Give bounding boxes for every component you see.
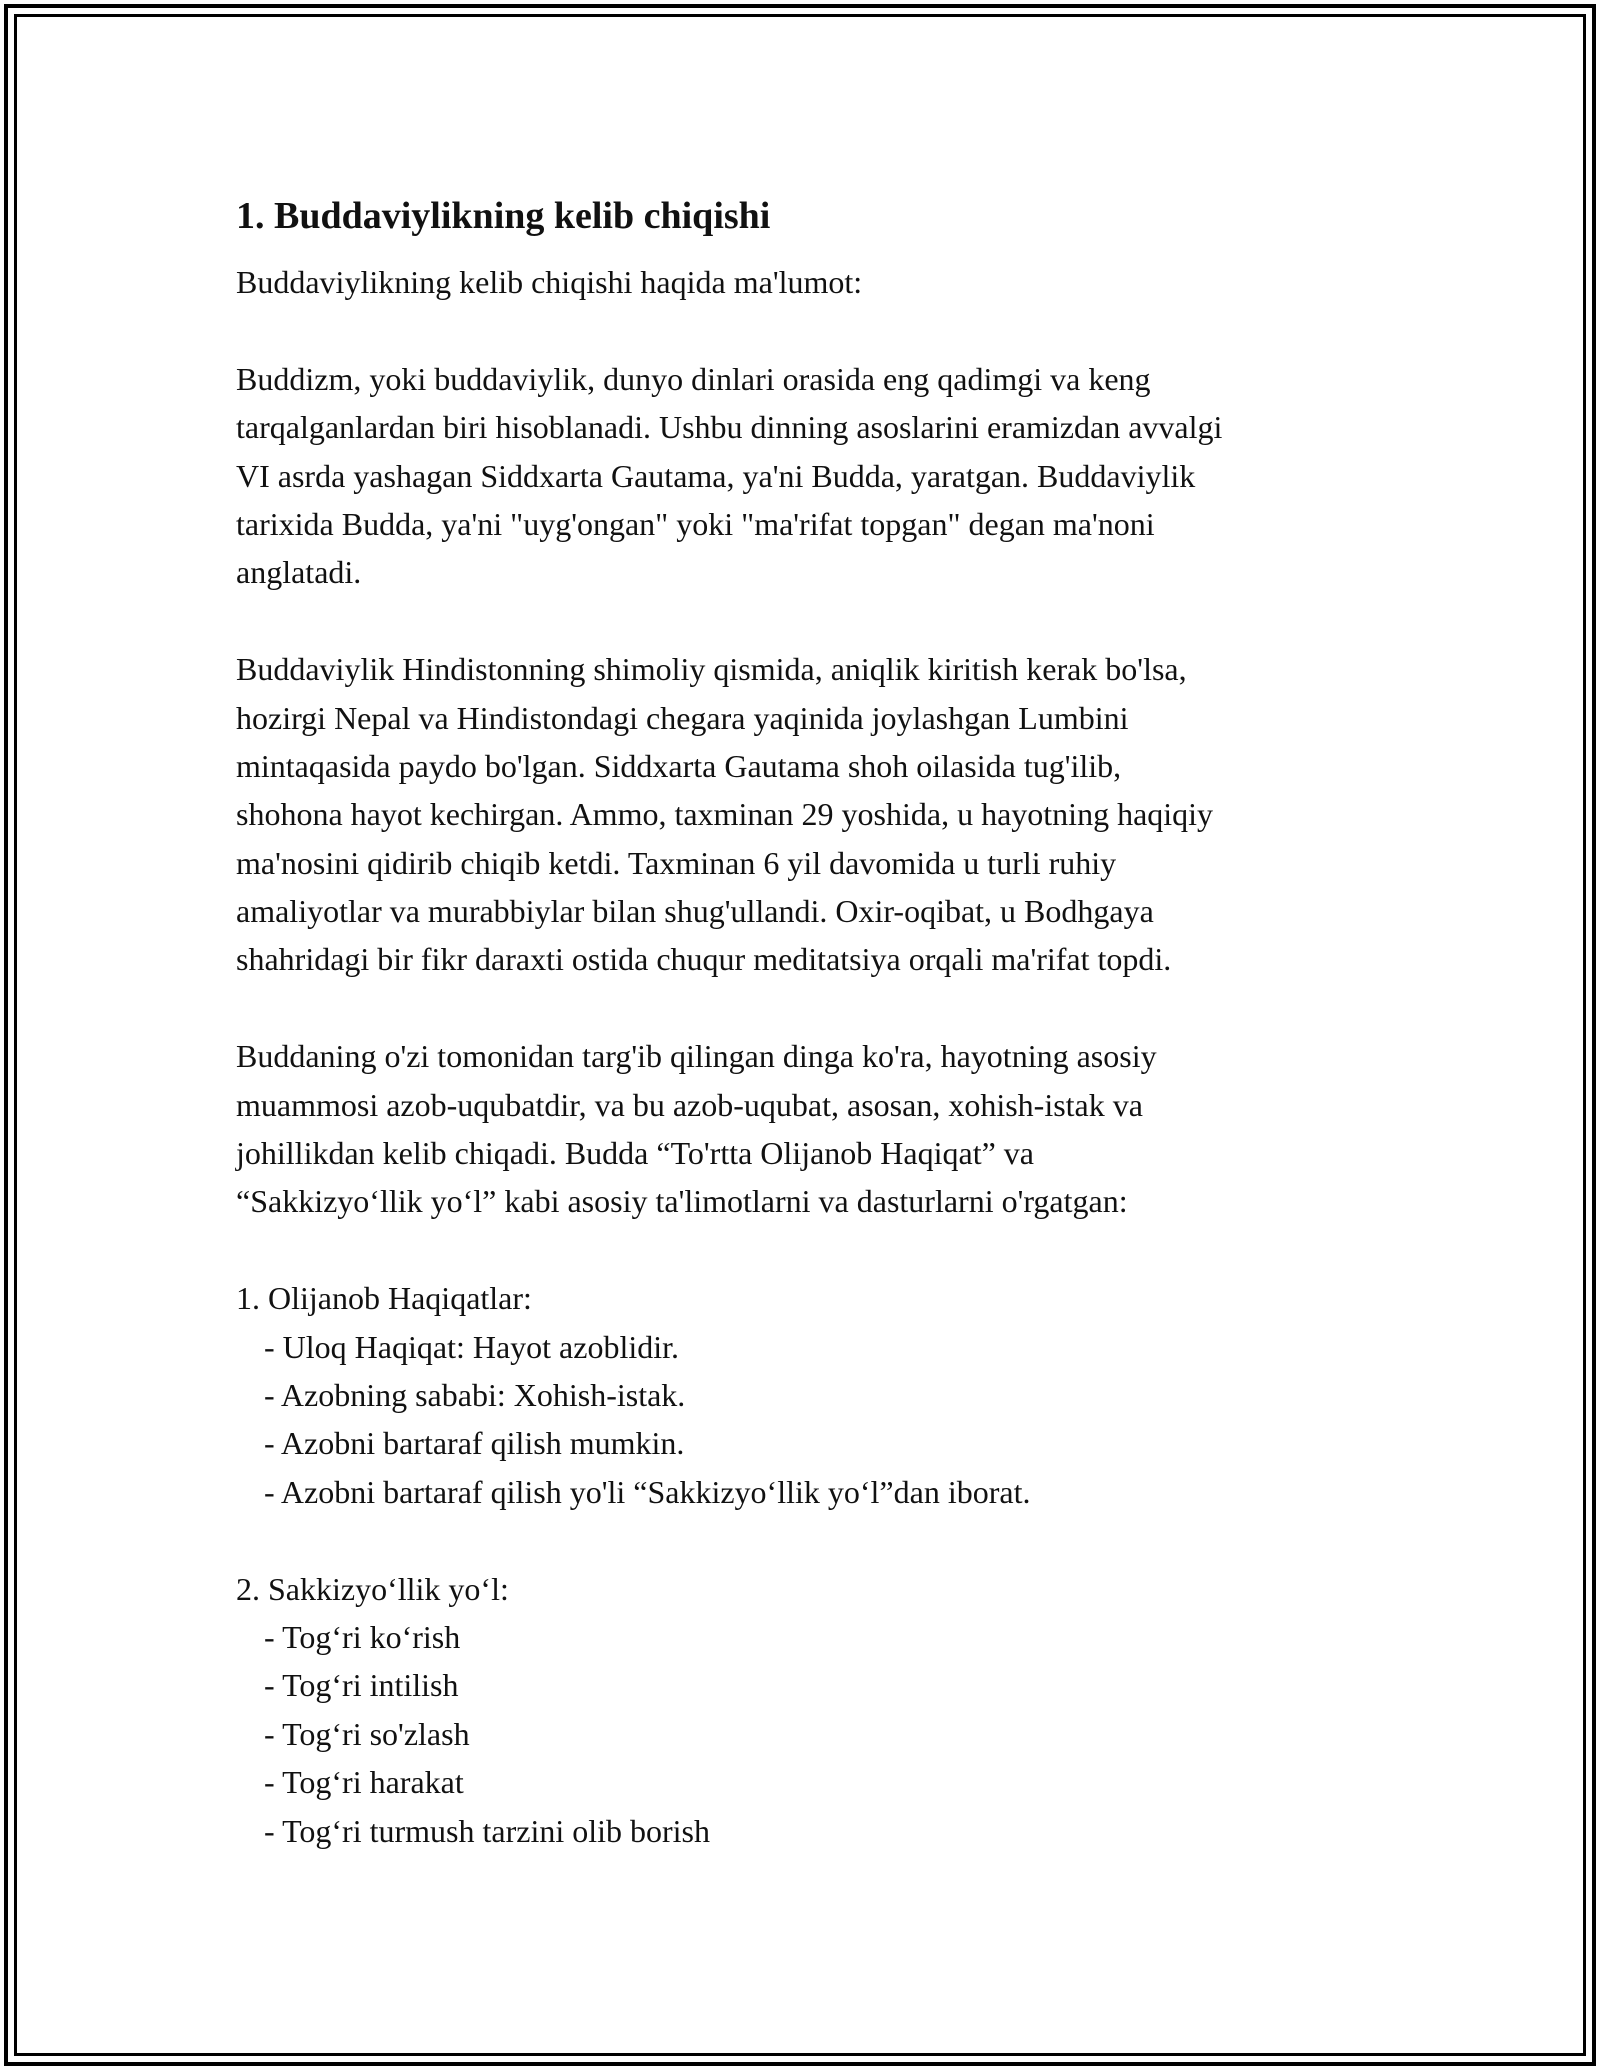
list-item: - Azobni bartaraf qilish yo'li “Sakkizyo‘llik yo‘l”dan iborat. xyxy=(264,1473,1031,1510)
paragraph-line: ma'nosini qidirib chiqib ketdi. Taxminan 6 yil davomida u turli ruhiy xyxy=(236,844,1117,881)
paragraph-line: anglatadi. xyxy=(236,554,362,591)
list-item: - Tog‘ri so'zlash xyxy=(264,1715,470,1752)
paragraph-line: hozirgi Nepal va Hindistondagi chegara yaqinida joylashgan Lumbini xyxy=(236,699,1129,736)
paragraph-line: mintaqasida paydo bo'lgan. Siddxarta Gautama shoh oilasida tug'ilib, xyxy=(236,747,1122,784)
paragraph-history xyxy=(236,645,1386,984)
paragraph-line: shahridagi bir fikr daraxti ostida chuqur meditatsiya orqali ma'rifat topdi. xyxy=(236,941,1172,978)
list-noble-truths xyxy=(236,1274,1386,1516)
document-body xyxy=(236,190,1386,1855)
paragraph-line: Buddaviylik Hindistonning shimoliy qismida, aniqlik kiritish kerak bo'lsa, xyxy=(236,651,1187,688)
spacer xyxy=(236,1516,1386,1564)
list-eightfold-path xyxy=(236,1565,1386,1855)
paragraph-line: johillikdan kelib chiqadi. Budda “To'rtta Olijanob Haqiqat” va xyxy=(236,1135,1034,1172)
list-item: - Uloq Haqiqat: Hayot azoblidir. xyxy=(264,1328,680,1365)
list-heading: 2. Sakkizyo‘llik yo‘l: xyxy=(236,1570,509,1607)
list-item: - Azobni bartaraf qilish mumkin. xyxy=(264,1425,685,1462)
list-item: - Azobning sababi: Xohish-istak. xyxy=(264,1377,686,1413)
list-heading: 1. Olijanob Haqiqatlar: xyxy=(236,1280,532,1317)
list-item: - Tog‘ri ko‘rish xyxy=(264,1618,461,1655)
paragraph-line: muammosi azob-uqubatdir, va bu azob-uqubat, asosan, xohish-istak va xyxy=(236,1086,1143,1123)
list-item: - Tog‘ri intilish xyxy=(264,1667,459,1704)
paragraph-line: Buddaning o'zi tomonidan targ'ib qilingan dinga ko'ra, hayotning asosiy xyxy=(236,1038,1157,1075)
list-item: - Tog‘ri harakat xyxy=(264,1764,464,1801)
document-title: 1. Buddaviylikning kelib chiqishi xyxy=(236,195,771,237)
spacer xyxy=(236,984,1386,1032)
paragraph-line: tarixida Budda, ya'ni "uyg'ongan" yoki "ma'rifat topgan" degan ma'noni xyxy=(236,505,1155,542)
paragraph-line: shohona hayot kechirgan. Ammo, taxminan 29 yoshida, u hayotning haqiqiy xyxy=(236,796,1214,833)
paragraph-line: amaliyotlar va murabbiylar bilan shug'ullandi. Oxir-oqibat, u Bodhgaya xyxy=(236,893,1154,930)
paragraph-line: Buddizm, yoki buddaviylik, dunyo dinlari orasida eng qadimgi va keng xyxy=(236,360,1151,397)
intro-line: Buddaviylikning kelib chiqishi haqida ma'lumot: xyxy=(236,264,863,300)
list-item: - Tog‘ri turmush tarzini olib borish xyxy=(264,1812,710,1849)
spacer xyxy=(236,597,1386,645)
paragraph-line: tarqalganlardan biri hisoblanadi. Ushbu dinning asoslarini eramizdan avvalgi xyxy=(236,409,1223,446)
spacer xyxy=(236,1226,1386,1274)
paragraph-line: VI asrda yashagan Siddxarta Gautama, ya'ni Budda, yaratgan. Buddaviylik xyxy=(236,457,1196,494)
paragraph-teachings xyxy=(236,1032,1386,1226)
paragraph-origin xyxy=(236,355,1386,597)
spacer xyxy=(236,306,1386,354)
paragraph-line: “Sakkizyo‘llik yo‘l” kabi asosiy ta'limotlarni va dasturlarni o'rgatgan: xyxy=(236,1183,1128,1220)
